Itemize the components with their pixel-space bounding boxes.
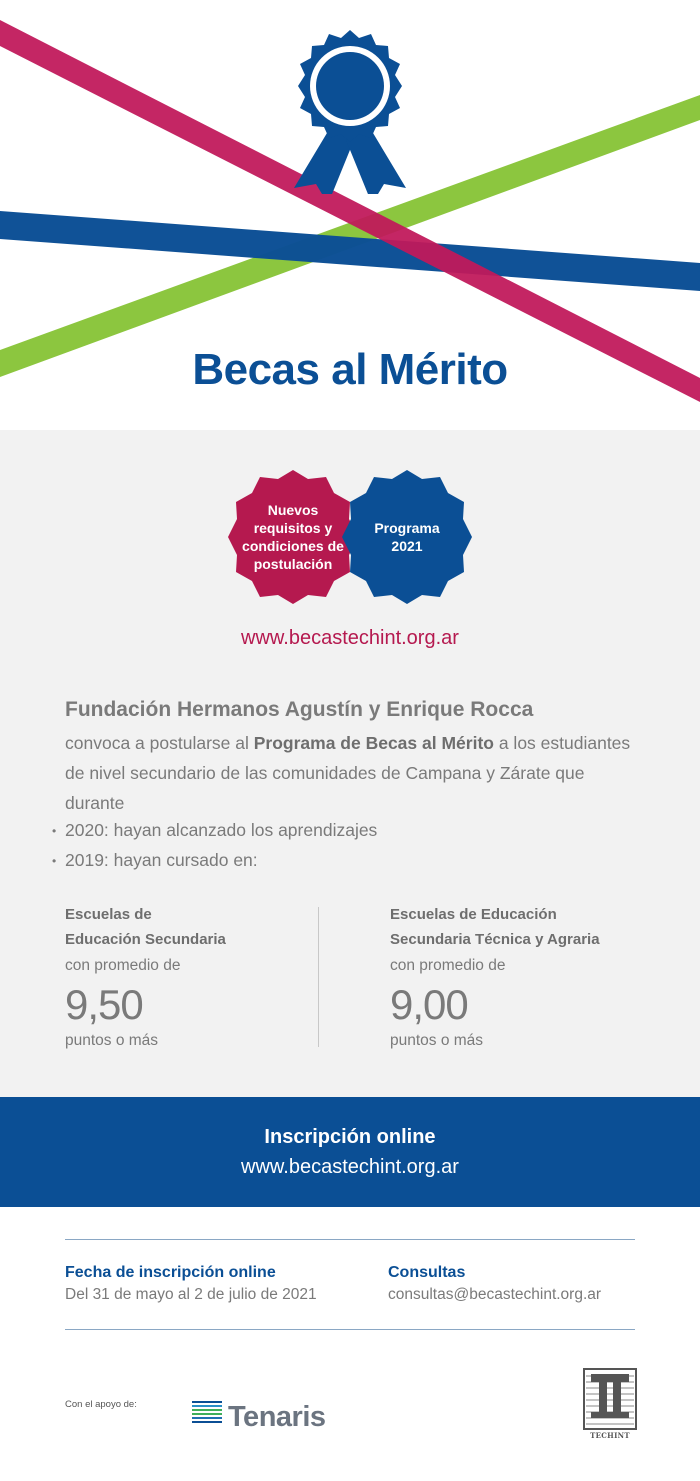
program-name: Programa de Becas al Mérito (253, 733, 494, 753)
techint-logo (583, 1368, 637, 1440)
support-label: Con el apoyo de: (65, 1399, 137, 1410)
registration-title: Inscripción online (264, 1126, 436, 1148)
list-item: • 2019: hayan cursado en: (52, 845, 258, 876)
award-ribbon-icon (288, 28, 412, 194)
divider (65, 1329, 635, 1330)
tenaris-logo (192, 1399, 352, 1439)
requirement-secondary (65, 902, 325, 1052)
contact-email-link[interactable]: consultas@becastechint.org.ar (388, 1286, 602, 1303)
bullet-icon: • (52, 824, 57, 838)
website-link[interactable]: www.becastechint.org.ar (241, 627, 459, 649)
requirement-heading: Escuelas de Educación Secundaria (65, 906, 226, 948)
header (0, 0, 700, 430)
requirement-score: 9,00 (390, 981, 468, 1028)
dates-label: Fecha de inscripción online (65, 1264, 276, 1281)
registration-link[interactable]: www.becastechint.org.ar (241, 1156, 459, 1178)
column-divider (318, 907, 319, 1047)
requirement-score: 9,50 (65, 981, 143, 1028)
divider (65, 1239, 635, 1240)
content-section (0, 430, 700, 1097)
dates-value: Del 31 de mayo al 2 de julio de 2021 (65, 1286, 317, 1303)
list-item: • 2020: hayan alcanzado los aprendizajes (52, 815, 377, 846)
tenaris-stripes-icon (192, 1401, 222, 1425)
intro-paragraph (65, 728, 635, 818)
intro-text-before: convoca a postularse al (65, 733, 254, 753)
requirement-sub: con promedio de (390, 957, 506, 974)
intro-text-after: a los estudiantes de nivel secundario de las comunidades de Campana y Zárate que durante (65, 733, 631, 813)
contact-label: Consultas (388, 1264, 466, 1281)
seal-label: Nuevos requisitos y condiciones de postulación (242, 502, 344, 572)
footer (0, 1207, 700, 1481)
page-title: Becas al Mérito (192, 345, 508, 394)
seal-new-requirements (228, 470, 358, 604)
tenaris-wordmark: Tenaris (228, 1401, 326, 1433)
requirement-unit: puntos o más (390, 1032, 484, 1049)
seal-program-year (342, 470, 472, 604)
requirement-heading: Escuelas de Educación Secundaria Técnica y Agraria (390, 906, 600, 948)
bullet-icon: • (52, 854, 57, 868)
requirement-sub: con promedio de (65, 957, 181, 974)
techint-wordmark: TECHINT (590, 1431, 630, 1440)
requirement-unit: puntos o más (65, 1032, 159, 1049)
seal-label: Programa 2021 (374, 520, 440, 554)
requirement-technical (390, 902, 650, 1052)
online-registration-band (0, 1097, 700, 1207)
techint-emblem-icon (583, 1368, 637, 1430)
foundation-name: Fundación Hermanos Agustín y Enrique Rocca (65, 698, 534, 721)
